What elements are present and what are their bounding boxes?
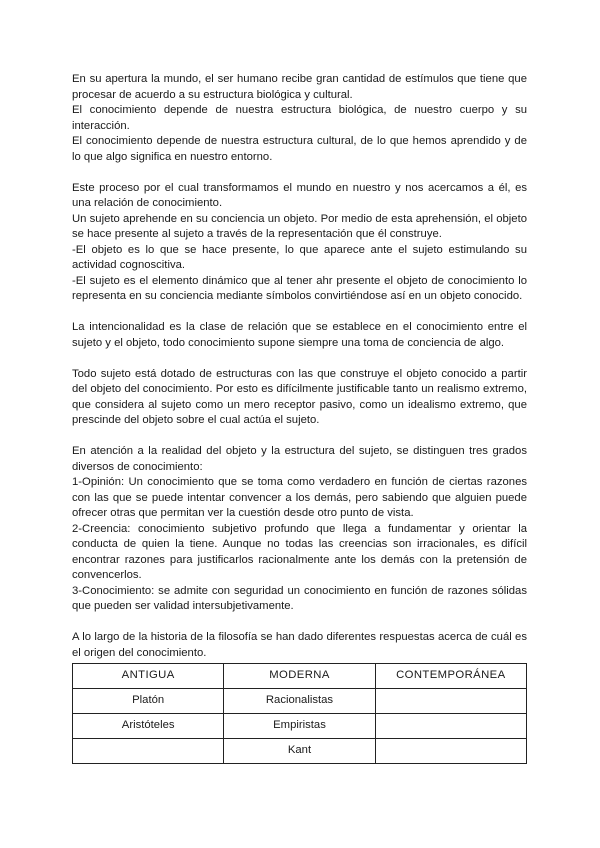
table-row [73, 689, 527, 714]
header-moderna: MODERNA [224, 664, 375, 689]
text-line: 2-Creencia: conocimiento subjetivo profundo que llega a fundamentar y orientar la conducta de quien la tiene. Aunque no todas las creencias son irracionales, es difícil encontrar razones para justificarlos racionalmente ante los demás con la pretensión de convencerlos. [72, 522, 527, 581]
paragraph-origen [72, 630, 527, 661]
table-header-row [73, 664, 527, 689]
header-antigua: ANTIGUA [73, 664, 224, 689]
text-line: 1-Opinión: Un conocimiento que se toma como verdadero en función de ciertas razones con las que se puede intentar convencer a los demás, pero sabiendo que alguien puede ofrecer otras que permitan ver la cuestión desde otro punto de vista. [72, 476, 527, 519]
header-contemporanea: CONTEMPORÁNEA [375, 664, 526, 689]
table-cell [375, 689, 526, 714]
table-cell [73, 739, 224, 764]
paragraph-estimulos [72, 72, 527, 165]
text-line: -El sujeto es el elemento dinámico que al tener ahr presente el objeto de conocimiento lo representa en su conciencia mediante símbolos convirtiéndose así en un objeto conocido. [72, 274, 527, 302]
table-cell [375, 714, 526, 739]
table-row [73, 714, 527, 739]
text-line: La intencionalidad es la clase de relación que se establece en el conocimiento entre el sujeto y el objeto, todo conocimiento supone siempre una toma de conciencia de algo. [72, 321, 527, 349]
text-line: El conocimiento depende de nuestra estructura cultural, de lo que hemos aprendido y de lo que algo significa en nuestro entorno. [72, 135, 527, 163]
table-cell [375, 739, 526, 764]
text-line: Todo sujeto está dotado de estructuras con las que construye el objeto conocido a partir del objeto del conocimiento. Por esto es difícilmente justificable tanto un realismo extremo, que considera al sujeto como un mero receptor pasivo, como un idealismo extremo, que prescinde del objeto sobre el cual actúa el sujeto. [72, 367, 527, 426]
table-cell: Racionalistas [224, 689, 375, 714]
table-cell: Aristóteles [73, 714, 224, 739]
table-cell: Empiristas [224, 714, 375, 739]
document-page [72, 72, 527, 764]
origin-table [72, 663, 527, 764]
paragraph-grados [72, 444, 527, 615]
table-cell: Kant [224, 739, 375, 764]
text-line: El conocimiento depende de nuestra estructura biológica, de nuestro cuerpo y su interacción. [72, 104, 527, 132]
text-line: Un sujeto aprehende en su conciencia un objeto. Por medio de esta aprehensión, el objeto se hace presente al sujeto a través de la representación que él construye. [72, 212, 527, 240]
table-cell: Platón [73, 689, 224, 714]
paragraph-intencionalidad [72, 320, 527, 351]
text-line: 3-Conocimiento: se admite con seguridad un conocimiento en función de razones sólidas que pueden ser validad intersubjetivamente. [72, 584, 527, 612]
paragraph-estructuras [72, 367, 527, 429]
text-line: A lo largo de la historia de la filosofía se han dado diferentes respuestas acerca de cuál es el origen del conocimiento. [72, 631, 527, 659]
text-line: En atención a la realidad del objeto y la estructura del sujeto, se distinguen tres grados diversos de conocimiento: [72, 445, 527, 473]
text-line: En su apertura la mundo, el ser humano recibe gran cantidad de estímulos que tiene que procesar de acuerdo a su estructura biológica y cultural. [72, 73, 527, 101]
text-line: Este proceso por el cual transformamos el mundo en nuestro y nos acercamos a él, es una relación de conocimiento. [72, 181, 527, 209]
paragraph-relacion-conocimiento [72, 181, 527, 305]
table-row [73, 739, 527, 764]
text-line: -El objeto es lo que se hace presente, lo que aparece ante el sujeto estimulando su actividad cognoscitiva. [72, 243, 527, 271]
